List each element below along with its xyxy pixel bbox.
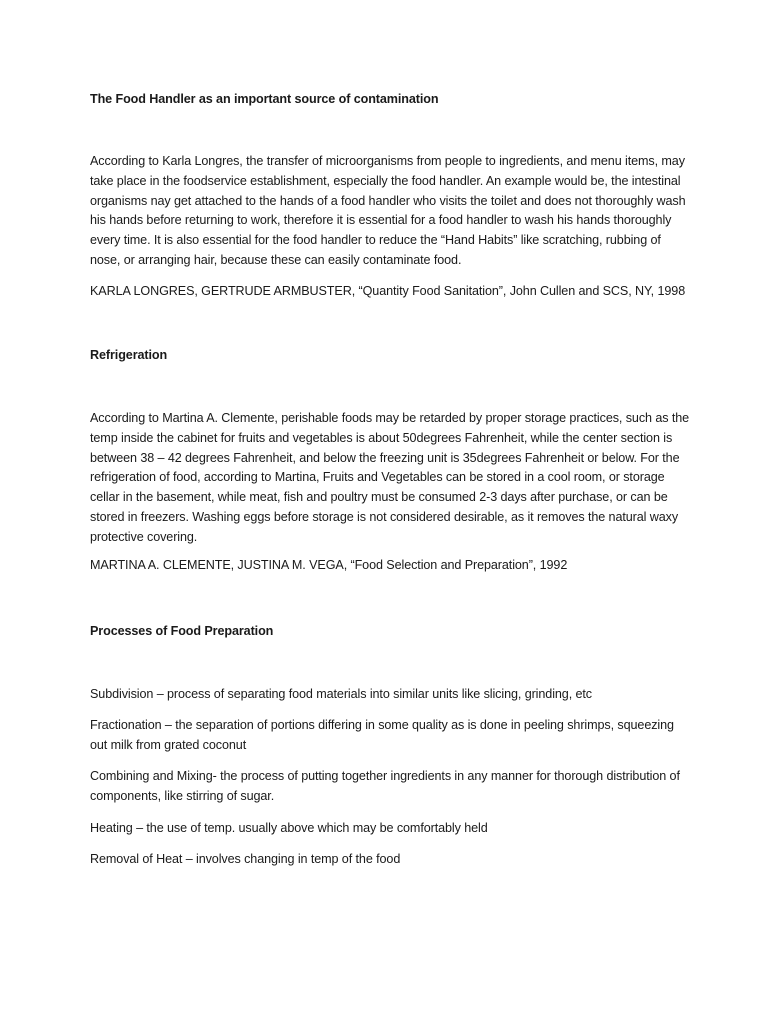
process-item-removal-of-heat: Removal of Heat – involves changing in temp of the food: [90, 852, 401, 866]
section-heading-processes: Processes of Food Preparation: [90, 624, 274, 638]
paragraph-food-handler: [90, 152, 690, 271]
process-item-subdivision: Subdivision – process of separating food materials into similar units like slicing, grinding, etc: [90, 687, 592, 701]
section-heading-food-handler: The Food Handler as an important source of contamination: [90, 92, 439, 106]
citation-longres: KARLA LONGRES, GERTRUDE ARMBUSTER, “Quantity Food Sanitation”, John Cullen and SCS, NY, 1998: [90, 284, 686, 298]
paragraph-text: According to Martina A. Clemente, perishable foods may be retarded by proper storage practices, such as the temp inside the cabinet for fruits and vegetables is about 50degrees Fahrenheit, while the center section is between 38 – 42 degrees Fahrenheit, and below the freezing unit is 35degrees Fahrenheit or below. For the refrigeration of food, according to Martina, Fruits and Vegetables can be stored in a cool room, or storage cellar in the basement, while meat, fish and poultry must be consumed 2-3 days after purchase, or can be stored in freezers. Washing eggs before storage is not considered desirable, as it removes the natural waxy protective covering.: [90, 411, 690, 544]
paragraph-refrigeration: [90, 409, 690, 548]
process-item-fractionation: Fractionation – the separation of portions differing in some quality as is done in peeling shrimps, squeezing out milk from grated coconut: [90, 718, 674, 752]
section-heading-refrigeration: Refrigeration: [90, 348, 168, 362]
process-item-combining-mixing: Combining and Mixing- the process of putting together ingredients in any manner for thorough distribution of components, like stirring of sugar.: [90, 769, 680, 803]
citation-clemente: MARTINA A. CLEMENTE, JUSTINA M. VEGA, “Food Selection and Preparation”, 1992: [90, 558, 568, 572]
process-item-heating: Heating – the use of temp. usually above which may be comfortably held: [90, 821, 488, 835]
paragraph-text: According to Karla Longres, the transfer of microorganisms from people to ingredients, and menu items, may take place in the foodservice establishment, especially the food handler. An example would be, the intestinal organisms nay get attached to the hands of a food handler who visits the toilet and does not thoroughly wash his hands before returning to work, therefore it is essential for a food handler to wash his hands thoroughly every time. It is also essential for the food handler to reduce the “Hand Habits” like scratching, rubbing of nose, or arranging hair, because these can easily contaminate food.: [90, 154, 686, 267]
